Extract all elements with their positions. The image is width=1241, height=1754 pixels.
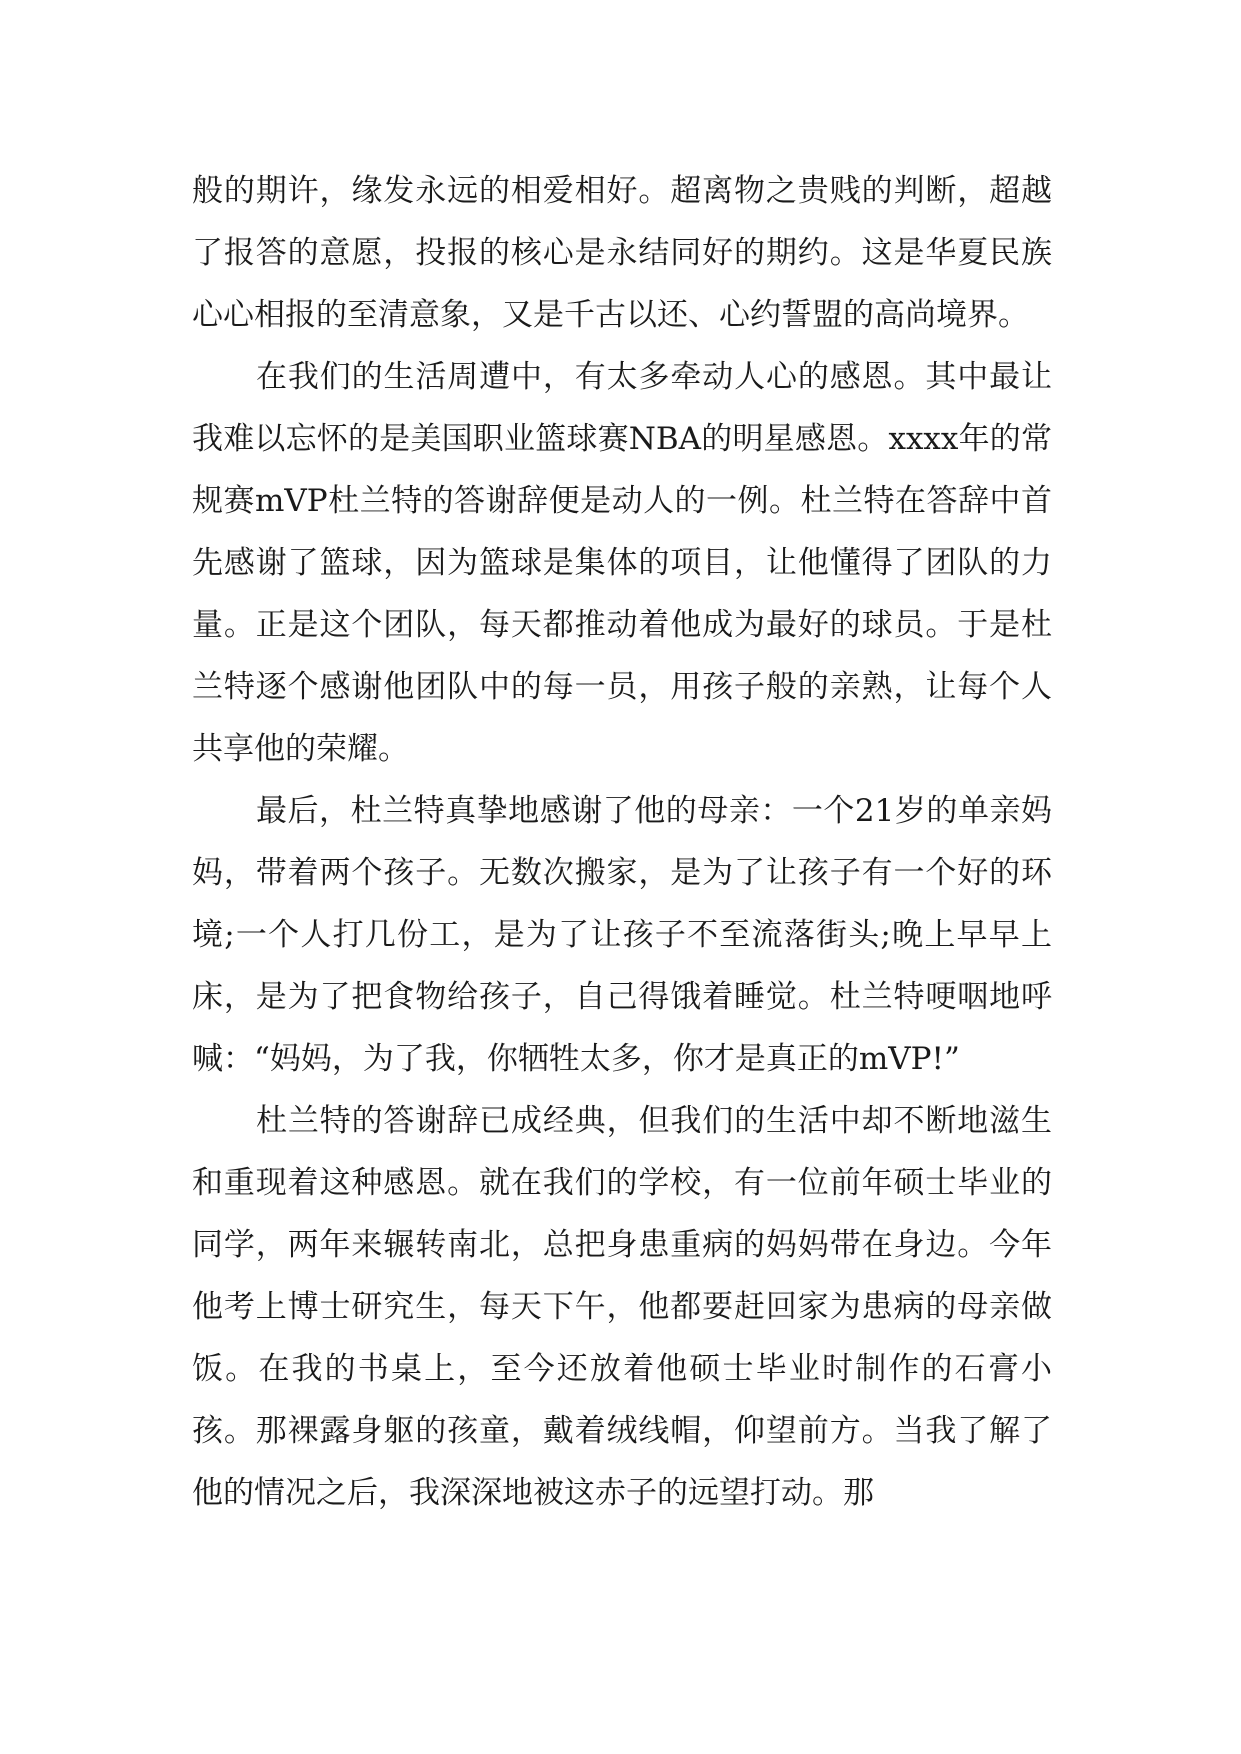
document-body [192, 160, 1052, 1524]
paragraph-1: 般的期许，缘发永远的相爱相好。超离物之贵贱的判断，超越了报答的意愿，投报的核心是永结同好的期约。这是华夏民族心心相报的至清意象，又是千古以还、心约誓盟的高尚境界。 [192, 173, 1052, 333]
paragraph-4: 杜兰特的答谢辞已成经典，但我们的生活中却不断地滋生和重现着这种感恩。就在我们的学校，有一位前年硕士毕业的同学，两年来辗转南北，总把身患重病的妈妈带在身边。今年他考上博士研究生，每天下午，他都要赶回家为患病的母亲做饭。在我的书桌上，至今还放着他硕士毕业时制作的石膏小孩。那裸露身躯的孩童，戴着绒线帽，仰望前方。当我了解了他的情况之后，我深深地被这赤子的远望打动。那 [192, 1103, 1052, 1511]
paragraph-2: 在我们的生活周遭中，有太多牵动人心的感恩。其中最让我难以忘怀的是美国职业篮球赛NBA的明星感恩。xxxx年的常规赛mVP杜兰特的答谢辞便是动人的一例。杜兰特在答辞中首先感谢了篮球，因为篮球是集体的项目，让他懂得了团队的力量。正是这个团队，每天都推动着他成为最好的球员。于是杜兰特逐个感谢他团队中的每一员，用孩子般的亲熟，让每个人共享他的荣耀。 [192, 359, 1052, 767]
paragraph-3: 最后，杜兰特真挚地感谢了他的母亲：一个21岁的单亲妈妈，带着两个孩子。无数次搬家，是为了让孩子有一个好的环境;一个人打几份工，是为了让孩子不至流落街头;晚上早早上床，是为了把食物给孩子，自己得饿着睡觉。杜兰特哽咽地呼喊：“妈妈，为了我，你牺牲太多，你才是真正的mVP!” [192, 793, 1052, 1077]
